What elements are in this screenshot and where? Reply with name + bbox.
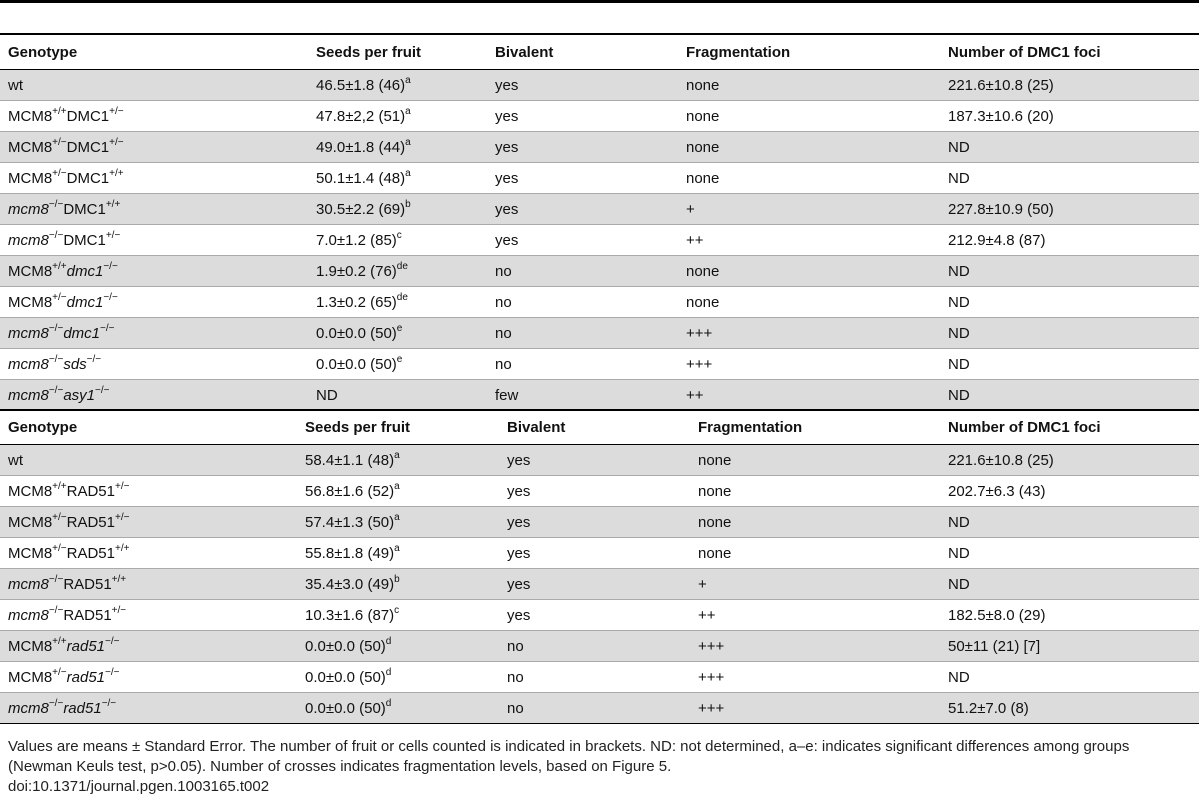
- cell-genotype: [0, 662, 297, 693]
- genotype-superscript: +/−: [52, 167, 67, 179]
- cell-dmc1-foci: 221.6±10.8 (25): [940, 445, 1199, 476]
- genotype-superscript: −/−: [48, 384, 64, 396]
- genotype-part: MCM8: [8, 138, 53, 156]
- header-fragmentation: Fragmentation: [678, 36, 940, 70]
- table-row: [0, 225, 1199, 256]
- cell-genotype: [0, 194, 308, 225]
- cell-genotype: [0, 693, 297, 724]
- cell-genotype: [0, 445, 297, 476]
- cell-dmc1-foci: ND: [940, 538, 1199, 569]
- cell-fragmentation: none: [690, 445, 940, 476]
- cell-fragmentation: none: [690, 538, 940, 569]
- cell-genotype: [0, 163, 308, 194]
- seeds-significance: a: [405, 136, 411, 148]
- cell-genotype: [0, 132, 308, 163]
- seeds-significance: a: [394, 511, 400, 523]
- cell-dmc1-foci: 227.8±10.9 (50): [940, 194, 1199, 225]
- table-row: [0, 380, 1199, 411]
- cell-dmc1-foci: 221.6±10.8 (25): [940, 70, 1199, 101]
- table-row: [0, 600, 1199, 631]
- genotype-part: MCM8: [8, 482, 53, 500]
- table-row: [0, 693, 1199, 724]
- header-seeds-per-fruit: Seeds per fruit: [297, 410, 499, 445]
- genotype-superscript: +/+: [109, 167, 124, 179]
- genotype-part: DMC1: [66, 107, 110, 125]
- seeds-value: 0.0±0.0 (50): [305, 637, 386, 655]
- genotype-part: RAD51: [66, 513, 115, 531]
- cell-genotype: [0, 256, 308, 287]
- header-seeds-per-fruit: Seeds per fruit: [308, 36, 487, 70]
- table-row: [0, 507, 1199, 538]
- table-row: [0, 662, 1199, 693]
- genotype-part: dmc1: [66, 262, 104, 280]
- cell-dmc1-foci: 182.5±8.0 (29): [940, 600, 1199, 631]
- seeds-significance: a: [394, 542, 400, 554]
- table-row: [0, 569, 1199, 600]
- header-genotype: Genotype: [0, 410, 297, 445]
- cell-fragmentation: none: [678, 132, 940, 163]
- genotype-part: MCM8: [8, 169, 53, 187]
- cell-dmc1-foci: 50±11 (21) [7]: [940, 631, 1199, 662]
- seeds-significance: d: [385, 697, 392, 709]
- cell-seeds: [308, 225, 487, 256]
- cell-bivalent: no: [499, 662, 690, 693]
- genotype-superscript: +/−: [111, 604, 127, 616]
- header-genotype: Genotype: [0, 36, 308, 70]
- cell-seeds: [297, 445, 499, 476]
- genotype-part: mcm8: [8, 386, 49, 404]
- genotype-superscript: −/−: [48, 353, 64, 365]
- cell-bivalent: yes: [499, 569, 690, 600]
- cell-dmc1-foci: ND: [940, 380, 1199, 411]
- genotype-superscript: +/−: [52, 666, 67, 678]
- seeds-significance: d: [385, 635, 392, 647]
- genotype-part: wt: [8, 76, 23, 94]
- cell-genotype: [0, 631, 297, 662]
- genotype-superscript: +/+: [52, 260, 67, 272]
- genotype-superscript: −/−: [48, 604, 64, 616]
- cell-fragmentation: ++: [678, 225, 940, 256]
- header-bivalent: Bivalent: [487, 36, 678, 70]
- genotype-part: DMC1: [66, 169, 110, 187]
- seeds-value: 30.5±2.2 (69): [316, 200, 406, 218]
- cell-seeds: [308, 256, 487, 287]
- seeds-value: ND: [316, 386, 338, 404]
- seeds-value: 56.8±1.6 (52): [305, 482, 395, 500]
- cell-seeds: [308, 349, 487, 380]
- cell-seeds: [308, 287, 487, 318]
- table-row: [0, 70, 1199, 101]
- genotype-part: mcm8: [8, 231, 49, 249]
- genotype-superscript: +/−: [105, 229, 121, 241]
- table-rad51: [0, 409, 1199, 724]
- cell-seeds: [297, 569, 499, 600]
- genotype-part: DMC1: [63, 200, 106, 218]
- seeds-value: 49.0±1.8 (44): [316, 138, 406, 156]
- cell-seeds: [308, 194, 487, 225]
- cell-bivalent: yes: [499, 445, 690, 476]
- seeds-value: 1.3±0.2 (65): [316, 293, 397, 311]
- cell-seeds: [297, 476, 499, 507]
- header-fragmentation: Fragmentation: [690, 410, 940, 445]
- seeds-value: 55.8±1.8 (49): [305, 544, 395, 562]
- seeds-significance: d: [385, 666, 392, 678]
- table-header-row: [0, 410, 1199, 445]
- cell-fragmentation: +++: [678, 349, 940, 380]
- seeds-significance: a: [394, 449, 400, 461]
- genotype-superscript: −/−: [48, 573, 64, 585]
- genotype-part: rad51: [66, 668, 106, 686]
- cell-dmc1-foci: ND: [940, 662, 1199, 693]
- genotype-part: MCM8: [8, 668, 53, 686]
- cell-genotype: [0, 507, 297, 538]
- cell-dmc1-foci: 202.7±6.3 (43): [940, 476, 1199, 507]
- cell-bivalent: no: [487, 318, 678, 349]
- table-footnote: Values are means ± Standard Error. The number of fruit or cells counted is indicated in brackets. ND: not determined, a–e: indicates significant differences among groups (Newman Keuls test, p>0.05). Number of crosses indicates fragmentation levels, based on Figure 5.: [8, 738, 1130, 775]
- cell-seeds: [308, 70, 487, 101]
- cell-fragmentation: none: [690, 507, 940, 538]
- cell-fragmentation: +: [678, 194, 940, 225]
- header-dmc1-foci: Number of DMC1 foci: [940, 410, 1199, 445]
- genotype-superscript: −/−: [48, 322, 64, 334]
- cell-fragmentation: +++: [678, 318, 940, 349]
- cell-genotype: [0, 70, 308, 101]
- seeds-value: 46.5±1.8 (46): [316, 76, 406, 94]
- genotype-superscript: +/+: [52, 635, 67, 647]
- genotype-part: mcm8: [8, 699, 49, 717]
- genotype-superscript: +/−: [52, 511, 67, 523]
- cell-dmc1-foci: ND: [940, 256, 1199, 287]
- cell-seeds: [308, 101, 487, 132]
- genotype-superscript: +/−: [109, 136, 124, 148]
- cell-genotype: [0, 380, 308, 411]
- seeds-significance: a: [405, 167, 411, 179]
- header-dmc1-foci: Number of DMC1 foci: [940, 36, 1199, 70]
- genotype-part: mcm8: [8, 606, 49, 624]
- cell-bivalent: yes: [499, 538, 690, 569]
- cell-fragmentation: none: [678, 101, 940, 132]
- genotype-superscript: −/−: [103, 291, 118, 303]
- doi-text: doi:10.1371/journal.pgen.1003165.t002: [8, 778, 270, 795]
- seeds-significance: de: [396, 260, 408, 272]
- genotype-part: MCM8: [8, 544, 53, 562]
- genotype-part: dmc1: [63, 324, 100, 342]
- genotype-part: MCM8: [8, 513, 53, 531]
- genotype-superscript: −/−: [105, 635, 120, 647]
- cell-bivalent: yes: [487, 70, 678, 101]
- genotype-superscript: +/−: [109, 105, 124, 117]
- seeds-significance: a: [405, 74, 411, 86]
- table-body: [0, 445, 1199, 724]
- seeds-value: 50.1±1.4 (48): [316, 169, 406, 187]
- cell-genotype: [0, 476, 297, 507]
- cell-bivalent: yes: [487, 132, 678, 163]
- seeds-value: 0.0±0.0 (50): [305, 668, 386, 686]
- cell-bivalent: no: [499, 693, 690, 724]
- cell-bivalent: yes: [499, 476, 690, 507]
- genotype-part: mcm8: [8, 324, 49, 342]
- cell-fragmentation: +: [690, 569, 940, 600]
- cell-bivalent: yes: [487, 163, 678, 194]
- cell-seeds: [297, 631, 499, 662]
- seeds-value: 0.0±0.0 (50): [316, 324, 397, 342]
- genotype-superscript: −/−: [100, 322, 115, 334]
- cell-dmc1-foci: ND: [940, 163, 1199, 194]
- genotype-part: RAD51: [63, 606, 112, 624]
- cell-fragmentation: +++: [690, 662, 940, 693]
- cell-dmc1-foci: 212.9±4.8 (87): [940, 225, 1199, 256]
- cell-genotype: [0, 225, 308, 256]
- cell-bivalent: yes: [499, 600, 690, 631]
- cell-seeds: [297, 538, 499, 569]
- cell-genotype: [0, 318, 308, 349]
- genotype-superscript: +/+: [52, 105, 67, 117]
- table-row: [0, 318, 1199, 349]
- table-row: [0, 349, 1199, 380]
- table-dmc1: [0, 36, 1199, 411]
- cell-bivalent: few: [487, 380, 678, 411]
- table-row: [0, 631, 1199, 662]
- seeds-value: 57.4±1.3 (50): [305, 513, 395, 531]
- seeds-value: 0.0±0.0 (50): [316, 355, 397, 373]
- cell-dmc1-foci: ND: [940, 349, 1199, 380]
- seeds-value: 58.4±1.1 (48): [305, 451, 395, 469]
- title-rule: [0, 33, 1199, 35]
- seeds-significance: a: [394, 480, 400, 492]
- genotype-part: RAD51: [66, 482, 115, 500]
- cell-seeds: [308, 163, 487, 194]
- cell-bivalent: no: [487, 287, 678, 318]
- cell-fragmentation: ++: [690, 600, 940, 631]
- genotype-part: asy1: [63, 386, 95, 404]
- cell-dmc1-foci: ND: [940, 507, 1199, 538]
- genotype-part: RAD51: [66, 544, 115, 562]
- cell-seeds: [308, 380, 487, 411]
- cell-fragmentation: ++: [678, 380, 940, 411]
- genotype-superscript: −/−: [95, 384, 110, 396]
- table-row: [0, 132, 1199, 163]
- genotype-superscript: +/−: [52, 542, 67, 554]
- cell-bivalent: no: [487, 256, 678, 287]
- cell-fragmentation: none: [678, 287, 940, 318]
- genotype-superscript: −/−: [105, 666, 120, 678]
- cell-dmc1-foci: ND: [940, 287, 1199, 318]
- table-row: [0, 194, 1199, 225]
- genotype-part: rad51: [63, 699, 102, 717]
- genotype-part: sds: [63, 355, 87, 373]
- table-row: [0, 163, 1199, 194]
- cell-bivalent: yes: [487, 194, 678, 225]
- genotype-superscript: +/+: [115, 542, 130, 554]
- genotype-superscript: +/+: [111, 573, 127, 585]
- cell-genotype: [0, 569, 297, 600]
- seeds-value: 10.3±1.6 (87): [305, 606, 395, 624]
- genotype-part: MCM8: [8, 293, 53, 311]
- cell-seeds: [297, 507, 499, 538]
- genotype-superscript: −/−: [86, 353, 102, 365]
- genotype-part: mcm8: [8, 355, 49, 373]
- genotype-part: MCM8: [8, 262, 53, 280]
- genotype-superscript: −/−: [101, 697, 117, 709]
- cell-seeds: [308, 318, 487, 349]
- seeds-value: 7.0±1.2 (85): [316, 231, 397, 249]
- cell-fragmentation: +++: [690, 693, 940, 724]
- genotype-superscript: +/+: [105, 198, 121, 210]
- genotype-part: DMC1: [66, 138, 110, 156]
- cell-bivalent: no: [499, 631, 690, 662]
- seeds-significance: e: [396, 353, 403, 365]
- cell-genotype: [0, 538, 297, 569]
- cell-bivalent: yes: [499, 507, 690, 538]
- seeds-significance: b: [394, 573, 400, 585]
- cell-genotype: [0, 287, 308, 318]
- cell-genotype: [0, 101, 308, 132]
- cell-genotype: [0, 600, 297, 631]
- header-bivalent: Bivalent: [499, 410, 690, 445]
- genotype-part: dmc1: [66, 293, 104, 311]
- cell-seeds: [297, 693, 499, 724]
- genotype-superscript: +/+: [52, 480, 67, 492]
- seeds-significance: de: [396, 291, 408, 303]
- genotype-superscript: −/−: [48, 229, 64, 241]
- cell-seeds: [308, 132, 487, 163]
- genotype-part: rad51: [66, 637, 106, 655]
- table-row: [0, 256, 1199, 287]
- cell-bivalent: no: [487, 349, 678, 380]
- seeds-significance: b: [405, 198, 411, 210]
- seeds-value: 47.8±2,2 (51): [316, 107, 406, 125]
- cell-fragmentation: +++: [690, 631, 940, 662]
- seeds-value: 0.0±0.0 (50): [305, 699, 386, 717]
- cell-fragmentation: none: [678, 163, 940, 194]
- cell-fragmentation: none: [690, 476, 940, 507]
- genotype-superscript: −/−: [48, 697, 64, 709]
- genotype-part: DMC1: [63, 231, 106, 249]
- cell-fragmentation: none: [678, 256, 940, 287]
- top-rule: [0, 0, 1199, 3]
- seeds-significance: a: [405, 105, 411, 117]
- cell-dmc1-foci: 187.3±10.6 (20): [940, 101, 1199, 132]
- table-row: [0, 287, 1199, 318]
- genotype-superscript: −/−: [48, 198, 64, 210]
- cell-genotype: [0, 349, 308, 380]
- cell-bivalent: yes: [487, 101, 678, 132]
- cell-dmc1-foci: ND: [940, 132, 1199, 163]
- genotype-superscript: −/−: [103, 260, 118, 272]
- genotype-superscript: +/−: [52, 291, 67, 303]
- genotype-part: RAD51: [63, 575, 112, 593]
- genotype-part: MCM8: [8, 637, 53, 655]
- table-body: [0, 70, 1199, 411]
- cell-fragmentation: none: [678, 70, 940, 101]
- table-row: [0, 445, 1199, 476]
- seeds-value: 1.9±0.2 (76): [316, 262, 397, 280]
- seeds-value: 35.4±3.0 (49): [305, 575, 395, 593]
- genotype-superscript: +/−: [115, 480, 130, 492]
- cell-dmc1-foci: ND: [940, 569, 1199, 600]
- table-row: [0, 101, 1199, 132]
- table-header-row: [0, 36, 1199, 70]
- cell-dmc1-foci: ND: [940, 318, 1199, 349]
- seeds-significance: c: [396, 229, 402, 241]
- seeds-significance: c: [394, 604, 400, 616]
- genotype-part: mcm8: [8, 575, 49, 593]
- cell-seeds: [297, 600, 499, 631]
- cell-seeds: [297, 662, 499, 693]
- cell-bivalent: yes: [487, 225, 678, 256]
- genotype-superscript: +/−: [115, 511, 130, 523]
- genotype-part: wt: [8, 451, 23, 469]
- genotype-part: mcm8: [8, 200, 49, 218]
- genotype-part: MCM8: [8, 107, 53, 125]
- seeds-significance: e: [396, 322, 403, 334]
- genotype-superscript: +/−: [52, 136, 67, 148]
- cell-dmc1-foci: 51.2±7.0 (8): [940, 693, 1199, 724]
- table-row: [0, 476, 1199, 507]
- table-row: [0, 538, 1199, 569]
